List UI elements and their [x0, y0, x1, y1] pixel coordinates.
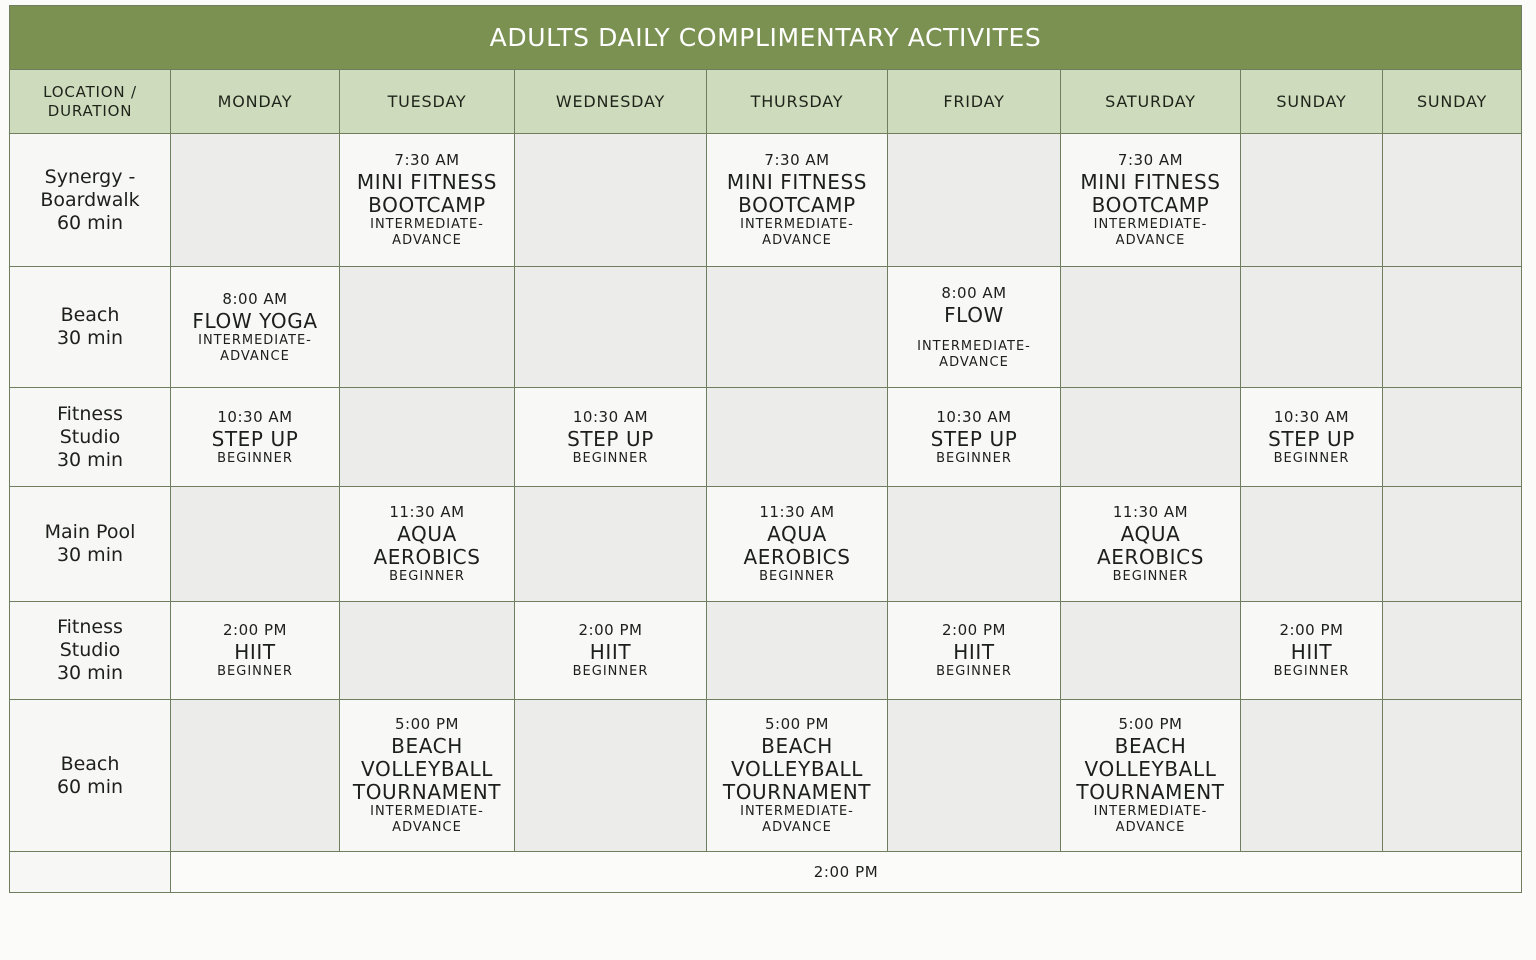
activity-time: 7:30 AM: [1117, 151, 1184, 169]
activity-time: 10:30 AM: [1273, 407, 1350, 426]
activity-name: STEP UP: [930, 426, 1018, 451]
activity-name: HIIT: [234, 640, 276, 664]
schedule-row: [10, 134, 1522, 267]
activity-time: 5:00 PM: [765, 715, 829, 733]
activity-name: AQUA AEROBICS: [743, 522, 851, 569]
empty-slot: [1061, 602, 1241, 700]
location-duration-cell: Fitness Studio 30 min: [10, 602, 171, 700]
location-duration-header: LOCATION / DURATION: [10, 70, 171, 134]
empty-slot: [707, 267, 888, 388]
activity-level: BEGINNER: [1273, 664, 1350, 679]
activity-cell: [515, 388, 707, 487]
empty-slot: [340, 267, 515, 388]
schedule-table: [9, 5, 1522, 893]
location-duration-cell: Main Pool 30 min: [10, 487, 171, 602]
activity-level: INTERMEDIATE- ADVANCE: [740, 804, 854, 835]
activity-level: INTERMEDIATE- ADVANCE: [917, 338, 1031, 370]
activity-name: BEACH VOLLEYBALL TOURNAMENT: [352, 734, 502, 804]
activity-name: STEP UP: [1268, 426, 1355, 451]
activity-level: INTERMEDIATE- ADVANCE: [1093, 804, 1208, 835]
activity-level: BEGINNER: [936, 450, 1012, 466]
activity-name: BEACH VOLLEYBALL TOURNAMENT: [722, 734, 872, 804]
empty-slot: [515, 134, 707, 267]
activity-time: 2:00 PM: [223, 621, 287, 639]
activity-cell: [171, 388, 340, 487]
activity-cell: [707, 487, 888, 602]
empty-slot: [340, 388, 515, 487]
activity-time: 2:00 PM: [942, 621, 1006, 639]
empty-slot: [1383, 700, 1522, 852]
activity-level: BEGINNER: [217, 450, 293, 466]
activity-cell: [340, 134, 515, 267]
empty-slot: [1383, 267, 1522, 388]
activity-cell: [1061, 700, 1241, 852]
location-duration-cell: Synergy - Boardwalk 60 min: [10, 134, 171, 267]
empty-slot: [340, 602, 515, 700]
activity-cell: [1241, 388, 1383, 487]
activity-time: 10:30 AM: [572, 407, 649, 426]
header-row: [10, 70, 1522, 134]
schedule-sheet: [9, 5, 1521, 893]
activity-time: 10:30 AM: [936, 407, 1012, 426]
activity-name: HIIT: [953, 640, 995, 664]
activity-name: HIIT: [589, 640, 632, 664]
activity-time: 11:30 AM: [1112, 503, 1189, 521]
schedule-row: [10, 487, 1522, 602]
day-header-6: SUNDAY: [1241, 70, 1383, 134]
day-header-4: FRIDAY: [888, 70, 1061, 134]
activity-level: INTERMEDIATE- ADVANCE: [198, 332, 312, 364]
activity-level: INTERMEDIATE- ADVANCE: [370, 217, 484, 248]
empty-slot: [1383, 134, 1522, 267]
activity-time: 7:30 AM: [764, 151, 830, 169]
activity-time: 11:30 AM: [759, 503, 835, 521]
activity-name: HIIT: [1290, 640, 1333, 664]
empty-slot: [1383, 487, 1522, 602]
empty-slot: [171, 487, 340, 602]
day-header-5: SATURDAY: [1061, 70, 1241, 134]
day-header-7: SUNDAY: [1383, 70, 1522, 134]
activity-cell: [707, 700, 888, 852]
day-header-3: THURSDAY: [707, 70, 888, 134]
activity-name: MINI FITNESS BOOTCAMP: [356, 170, 498, 217]
activity-level: BEGINNER: [936, 664, 1012, 679]
empty-slot: [515, 267, 707, 388]
activity-level: BEGINNER: [572, 450, 649, 466]
activity-name: MINI FITNESS BOOTCAMP: [1080, 170, 1221, 217]
empty-slot: [707, 388, 888, 487]
activity-name: AQUA AEROBICS: [373, 522, 481, 569]
activity-cell: [340, 487, 515, 602]
schedule-row: [10, 700, 1522, 852]
activity-cell: [171, 267, 340, 388]
activity-cell: [171, 602, 340, 700]
activity-level: BEGINNER: [572, 664, 649, 679]
activity-time: 8:00 AM: [222, 289, 288, 308]
activity-level: BEGINNER: [759, 569, 835, 584]
activity-level: BEGINNER: [1273, 450, 1350, 466]
schedule-body: [10, 134, 1522, 852]
activity-name: FLOW: [944, 302, 1004, 327]
footer-row: [10, 852, 1522, 893]
activity-name: STEP UP: [211, 426, 299, 451]
activity-level: INTERMEDIATE- ADVANCE: [370, 804, 484, 835]
activity-time: 10:30 AM: [217, 407, 293, 426]
empty-slot: [1241, 487, 1383, 602]
schedule-row: [10, 388, 1522, 487]
activity-cell: [888, 267, 1061, 388]
activity-level: BEGINNER: [389, 569, 465, 584]
empty-slot: [1383, 388, 1522, 487]
activity-level: BEGINNER: [217, 664, 293, 679]
schedule-row: [10, 602, 1522, 700]
activity-cell: [1061, 487, 1241, 602]
activity-time: 7:30 AM: [394, 151, 460, 169]
activity-time: 2:00 PM: [1279, 621, 1344, 639]
day-header-2: WEDNESDAY: [515, 70, 707, 134]
empty-slot: [1383, 602, 1522, 700]
empty-slot: [1061, 388, 1241, 487]
activity-name: MINI FITNESS BOOTCAMP: [726, 170, 868, 217]
footer-time: 2:00 PM: [171, 852, 1522, 893]
empty-slot: [515, 487, 707, 602]
activity-cell: [1061, 134, 1241, 267]
empty-slot: [1061, 267, 1241, 388]
activity-name: FLOW YOGA: [192, 308, 318, 333]
footer-location-cell: [10, 852, 171, 893]
activity-level: INTERMEDIATE- ADVANCE: [1093, 217, 1208, 248]
activity-name: STEP UP: [567, 426, 654, 451]
empty-slot: [707, 602, 888, 700]
empty-slot: [1241, 267, 1383, 388]
empty-slot: [1241, 134, 1383, 267]
empty-slot: [171, 134, 340, 267]
empty-slot: [515, 700, 707, 852]
schedule-row: [10, 267, 1522, 388]
location-duration-cell: Beach 60 min: [10, 700, 171, 852]
activity-cell: [888, 602, 1061, 700]
activity-time: 11:30 AM: [389, 503, 465, 521]
activity-name: AQUA AEROBICS: [1096, 522, 1205, 569]
activity-cell: [707, 134, 888, 267]
activity-time: 8:00 AM: [941, 283, 1007, 302]
empty-slot: [1241, 700, 1383, 852]
activity-cell: [1241, 602, 1383, 700]
activity-cell: [888, 388, 1061, 487]
activity-level: INTERMEDIATE- ADVANCE: [740, 217, 854, 248]
activity-time: 5:00 PM: [395, 715, 459, 733]
activity-name: BEACH VOLLEYBALL TOURNAMENT: [1076, 734, 1225, 804]
location-duration-cell: Beach 30 min: [10, 267, 171, 388]
activity-time: 2:00 PM: [578, 621, 643, 639]
empty-slot: [888, 700, 1061, 852]
day-header-0: MONDAY: [171, 70, 340, 134]
activity-cell: [340, 700, 515, 852]
day-header-1: TUESDAY: [340, 70, 515, 134]
activity-cell: [515, 602, 707, 700]
location-duration-cell: Fitness Studio 30 min: [10, 388, 171, 487]
empty-slot: [888, 134, 1061, 267]
activity-level: BEGINNER: [1112, 569, 1189, 584]
schedule-title: ADULTS DAILY COMPLIMENTARY ACTIVITES: [10, 6, 1522, 70]
empty-slot: [171, 700, 340, 852]
activity-time: 5:00 PM: [1118, 715, 1183, 733]
empty-slot: [888, 487, 1061, 602]
